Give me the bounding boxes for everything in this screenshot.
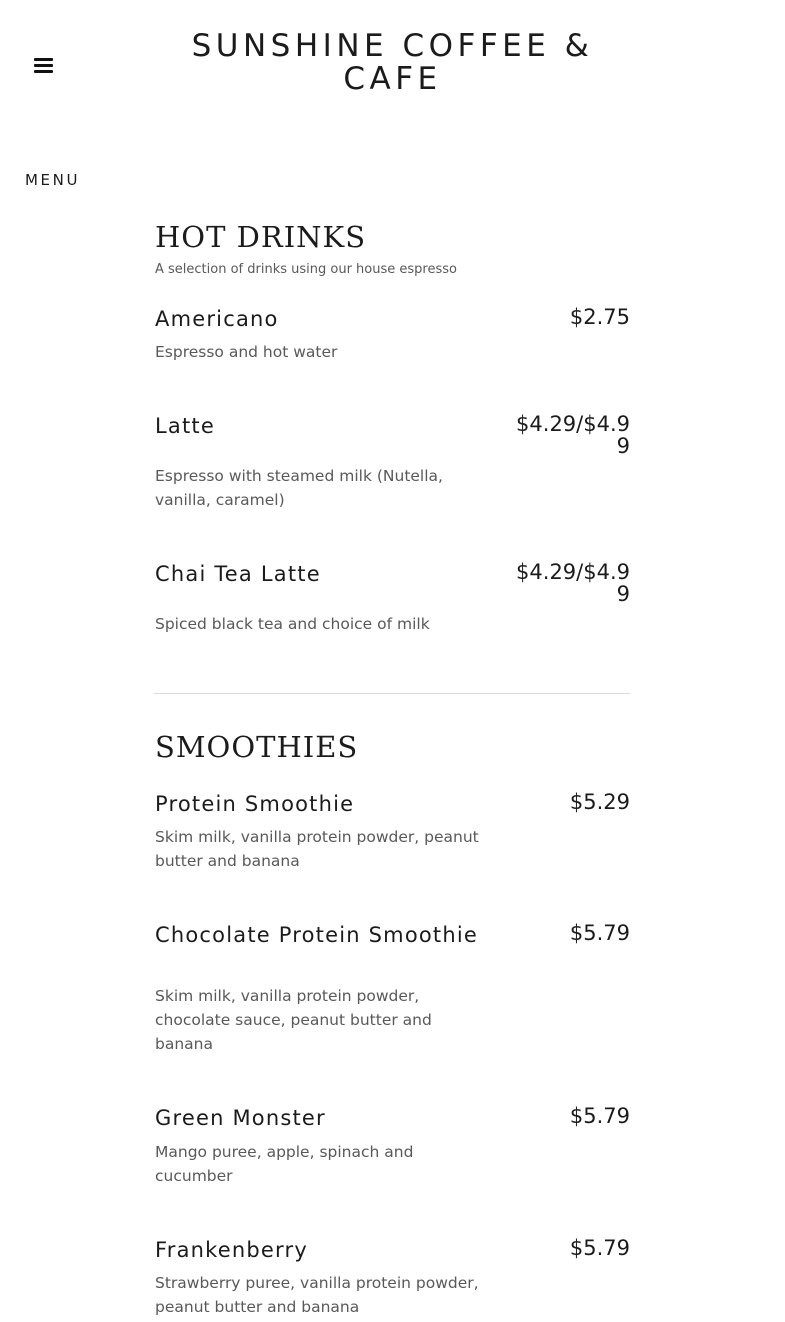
page-label: MENU [25,171,81,189]
item-name: Americano [155,307,279,331]
item-name: Chai Tea Latte [155,562,321,586]
item-description: Mango puree, apple, spinach and cucumber [155,1143,414,1185]
item-description: Espresso with steamed milk (Nutella, vanilla, caramel) [155,467,443,509]
item-price: $2.75 [569,305,630,329]
item-description: Skim milk, vanilla protein powder, peanut butter and banana [155,828,479,870]
section-subtitle-hot-drinks: A selection of drinks using our house espresso [155,262,457,277]
item-description: Skim milk, vanilla protein powder, chocolate sauce, peanut butter and banana [155,987,432,1053]
item-description: Spiced black tea and choice of milk [155,615,430,633]
item-price: $5.79 [569,1104,630,1128]
item-price: $5.79 [569,921,630,945]
site-title[interactable]: SUNSHINE COFFEE & CAFE [191,28,594,97]
item-price: $5.29 [569,790,630,814]
item-description: Strawberry puree, vanilla protein powder, peanut butter and banana [155,1274,479,1316]
section-divider [154,693,630,694]
item-name: Latte [155,414,215,438]
section-title-hot-drinks: HOT DRINKS [155,220,367,254]
hamburger-icon[interactable] [34,57,54,73]
item-name: Chocolate Protein Smoothie [155,923,479,947]
item-name: Frankenberry [155,1238,308,1262]
item-name: Green Monster [155,1106,326,1130]
section-title-smoothies: SMOOTHIES [155,730,359,764]
item-name: Protein Smoothie [155,792,355,816]
item-description: Espresso and hot water [155,343,338,361]
item-price: $5.79 [569,1236,630,1260]
item-price: $4.29/$4.99 [516,412,630,458]
item-price: $4.29/$4.99 [516,560,630,606]
